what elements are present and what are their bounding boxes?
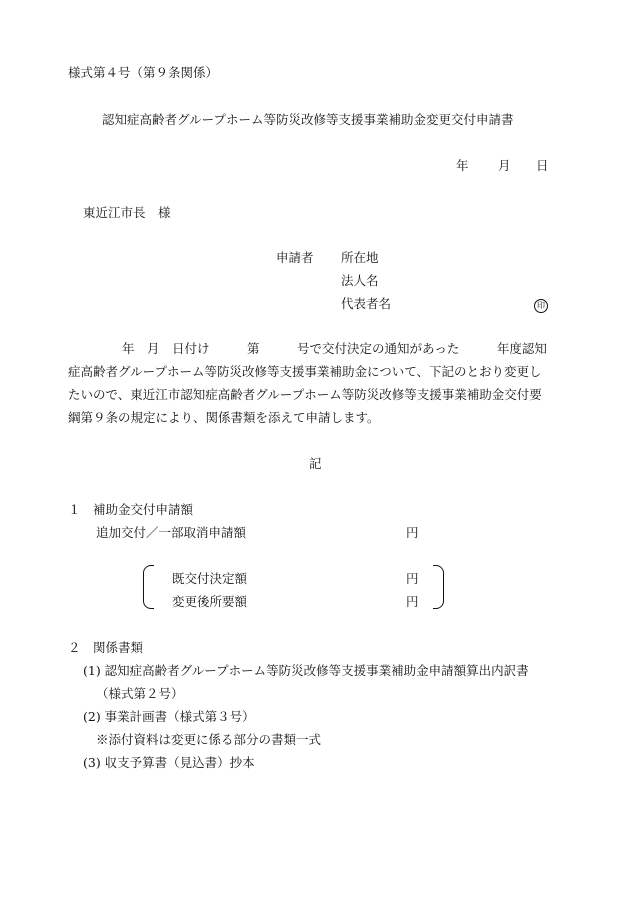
addressee: 東近江市長 様 — [83, 205, 171, 220]
amount-label: 追加交付／一部取消申請額 — [96, 525, 247, 540]
applicant-rep-label: 代表者名 — [341, 296, 392, 311]
section2-heading: ２ 関係書類 — [68, 640, 144, 655]
existing-amount-unit: 円 — [406, 571, 419, 586]
right-bracket — [433, 565, 444, 609]
document-title: 認知症高齢者グループホーム等防災改修等支援事業補助金変更交付申請書 — [102, 112, 514, 127]
body-line-1: 年 月 日付け 第 号で交付決定の通知があった 年度認知 — [122, 341, 547, 356]
applicant-label: 申請者 — [276, 250, 314, 265]
seal-mark — [534, 296, 548, 313]
applicant-address-label: 所在地 — [341, 250, 379, 265]
document-item-3: (3) 収支予算書（見込書）抄本 — [83, 755, 255, 770]
body-line-3: たいので、東近江市認知症高齢者グループホーム等防災改修等支援事業補助金交付要 — [68, 387, 542, 402]
left-bracket — [143, 565, 154, 609]
document-item-2: (2) 事業計画書（様式第３号） — [83, 709, 255, 724]
body-line-2: 症高齢者グループホーム等防災改修等支援事業補助金について、下記のとおり変更し — [68, 364, 542, 379]
form-number: 様式第４号（第９条関係） — [68, 65, 219, 80]
date-year: 年 — [456, 158, 469, 173]
changed-amount-label: 変更後所要額 — [172, 594, 248, 609]
date-month: 月 — [498, 158, 511, 173]
seal-icon: 印 — [534, 299, 548, 313]
ki-heading: 記 — [309, 456, 322, 471]
amount-unit: 円 — [406, 525, 419, 540]
body-line-4: 綱第９条の規定により、関係書類を添えて申請します。 — [68, 410, 380, 425]
document-item-1: (1) 認知症高齢者グループホーム等防災改修等支援事業補助金申請額算出内訳書 — [83, 663, 529, 678]
document-item-1-sub: （様式第２号） — [96, 686, 184, 701]
changed-amount-unit: 円 — [406, 594, 419, 609]
section1-heading: １ 補助金交付申請額 — [68, 502, 194, 517]
applicant-corp-label: 法人名 — [341, 273, 379, 288]
document-item-2-note: ※添付資料は変更に係る部分の書類一式 — [96, 732, 322, 747]
existing-amount-label: 既交付決定額 — [172, 571, 248, 586]
date-day: 日 — [536, 158, 549, 173]
